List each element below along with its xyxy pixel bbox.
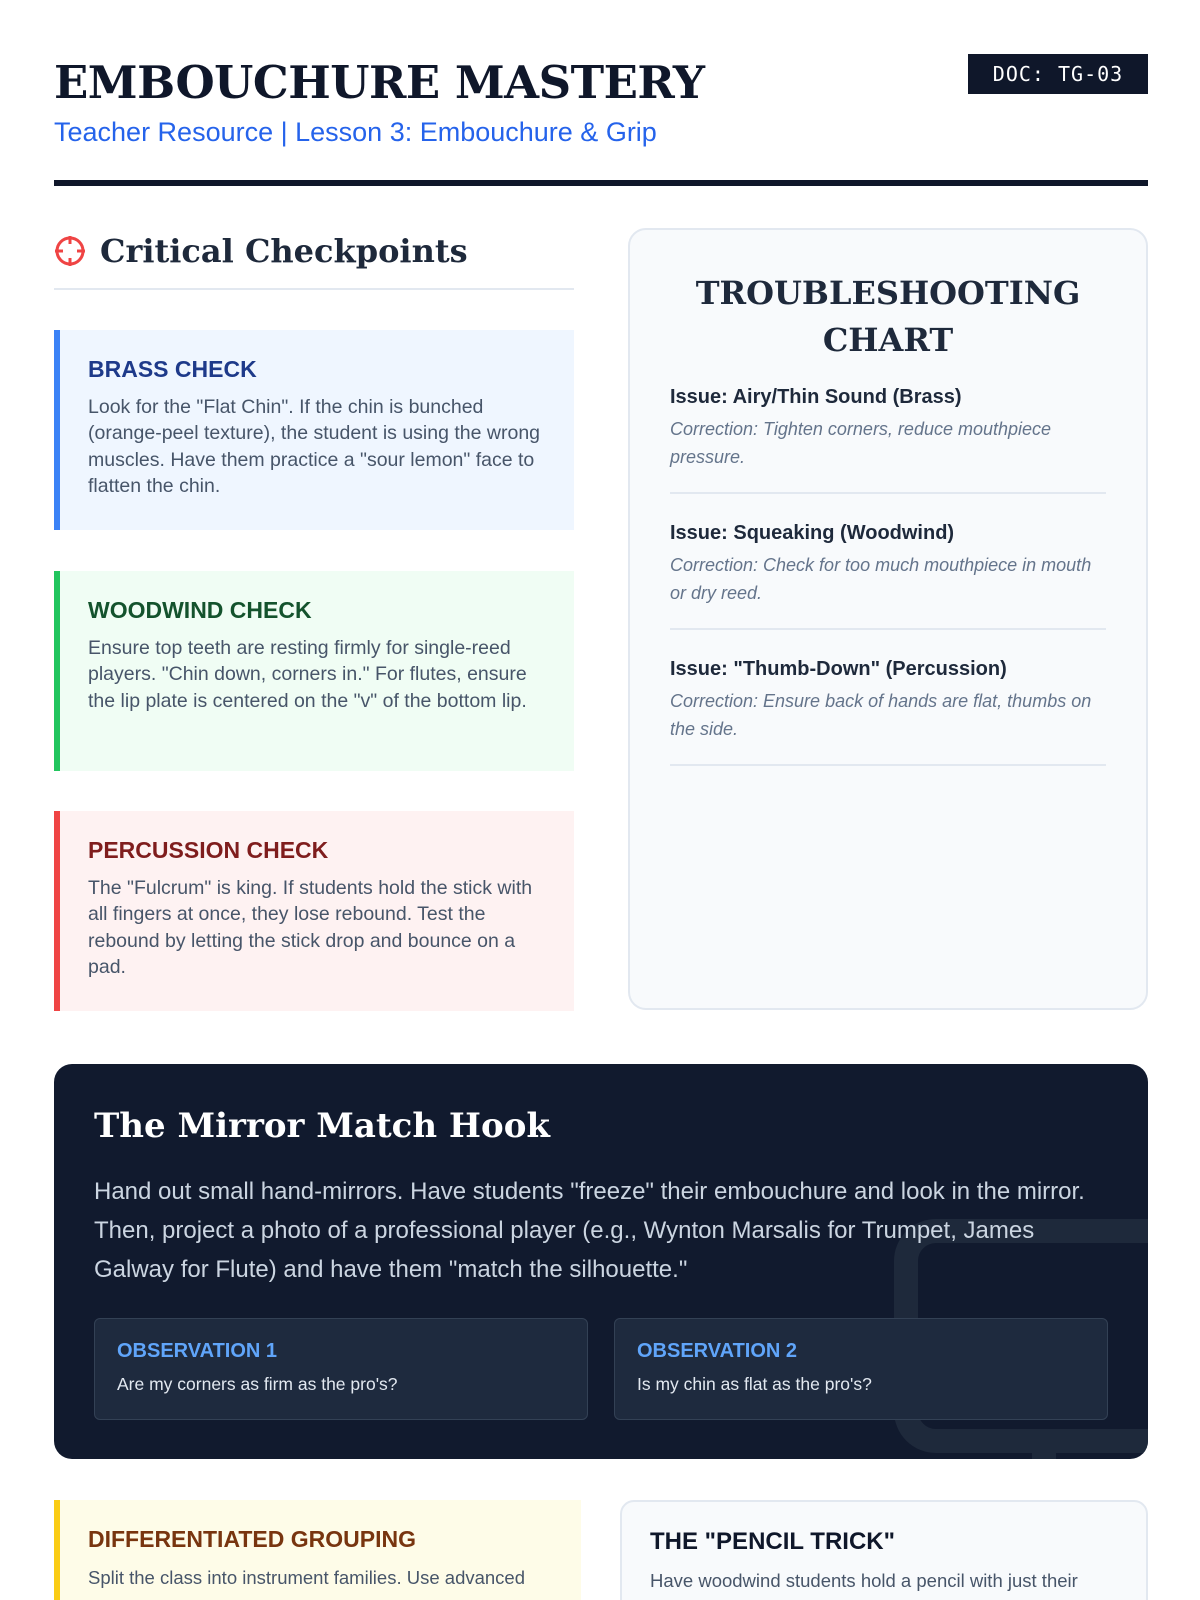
- pencil-trick-body: Have woodwind students hold a pencil with just their: [650, 1569, 1078, 1591]
- page-subtitle: Teacher Resource | Lesson 3: Embouchure & Grip: [54, 117, 657, 147]
- issue-label: Issue: Airy/Thin Sound (Brass): [670, 386, 962, 408]
- percussion-check-body: The "Fulcrum" is king. If students hold the stick with all fingers at once, they lose rebound. Test the rebound by letting the stick drop and bounce on a pad.: [88, 876, 533, 979]
- woodwind-accent-bar: [54, 571, 60, 771]
- issue-item: [670, 656, 1106, 766]
- checkpoints-heading: [54, 228, 574, 290]
- percussion-accent-bar: [54, 811, 60, 1011]
- checkpoints-title: Critical Checkpoints: [100, 232, 468, 270]
- troubleshooting-chart: [628, 228, 1148, 1010]
- woodwind-check-title: WOODWIND CHECK: [88, 597, 312, 623]
- crosshair-icon: [54, 235, 86, 267]
- brass-check-card: [54, 330, 574, 530]
- pencil-trick-title: THE "PENCIL TRICK": [650, 1528, 895, 1555]
- grouping-accent-bar: [54, 1500, 60, 1600]
- brass-check-title: BRASS CHECK: [88, 356, 257, 382]
- troubleshooting-title: TROUBLESHOOTING CHART: [695, 274, 1081, 359]
- hook-title: The Mirror Match Hook: [94, 1106, 550, 1146]
- issue-item: [670, 520, 1106, 630]
- issue-correction: Correction: Ensure back of hands are flat, thumbs on the side.: [670, 691, 1092, 739]
- woodwind-check-body: Ensure top teeth are resting firmly for single-reed players. "Chin down, corners in." For flutes, ensure the lip plate is centered on the "v" of the bottom lip.: [88, 636, 527, 712]
- issue-correction: Correction: Tighten corners, reduce mouthpiece pressure.: [670, 419, 1052, 467]
- percussion-check-title: PERCUSSION CHECK: [88, 837, 329, 863]
- issue-correction: Correction: Check for too much mouthpiece in mouth or dry reed.: [670, 555, 1092, 603]
- pencil-trick-card: [620, 1500, 1148, 1600]
- observation-body: Are my corners as firm as the pro's?: [117, 1374, 398, 1394]
- page-title: EMBOUCHURE MASTERY: [54, 56, 705, 109]
- woodwind-check-card: [54, 571, 574, 771]
- document-header: [54, 56, 1148, 148]
- observation-body: Is my chin as flat as the pro's?: [637, 1374, 872, 1394]
- grouping-title: DIFFERENTIATED GROUPING: [88, 1526, 416, 1552]
- brass-accent-bar: [54, 330, 60, 530]
- doc-id-badge: DOC: TG-03: [968, 54, 1148, 94]
- brass-check-body: Look for the "Flat Chin". If the chin is bunched (orange-peel texture), the student is using the wrong muscles. Have them practice a "sour lemon" face to flatten the chin.: [88, 395, 541, 498]
- issue-label: Issue: Squeaking (Woodwind): [670, 522, 955, 544]
- hook-body: Hand out small hand-mirrors. Have students "freeze" their embouchure and look in the mirror. Then, project a photo of a professional player (e.g., Wynton Marsalis for Trumpet, James Galway for Flute) and have them "match the silhouette.": [94, 1177, 1085, 1283]
- header-divider: [54, 180, 1148, 186]
- observation-title: OBSERVATION 2: [637, 1340, 798, 1362]
- issue-item: [670, 384, 1106, 494]
- observation-card-1: [94, 1318, 588, 1420]
- mirror-match-hook: [54, 1064, 1148, 1459]
- observation-card-2: [614, 1318, 1108, 1420]
- observation-title: OBSERVATION 1: [117, 1340, 278, 1362]
- grouping-body: Split the class into instrument families. Use advanced: [88, 1566, 526, 1588]
- percussion-check-card: [54, 811, 574, 1011]
- differentiated-grouping-card: [54, 1500, 581, 1600]
- issue-label: Issue: "Thumb-Down" (Percussion): [670, 658, 1007, 680]
